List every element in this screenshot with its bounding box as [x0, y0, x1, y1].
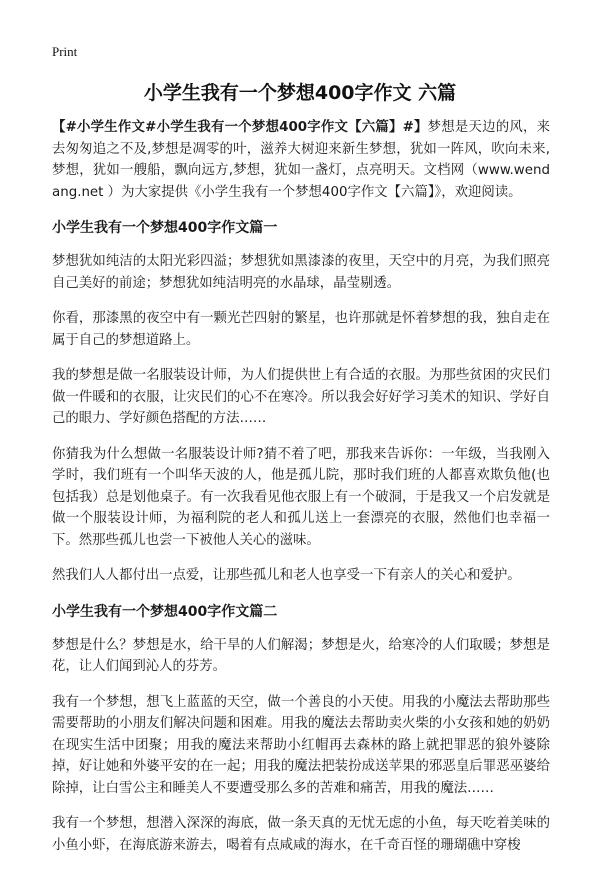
intro-paragraph: [52, 117, 550, 203]
print-link[interactable]: Print: [52, 44, 78, 59]
paragraph: 我的梦想是做一名服装设计师，为人们提供世上有合适的衣服。为那些贫困的灾民们做一件暖和的衣服，让灾民们的心不在寒冷。所以我会好好学习美术的知识、学好自己的眼力、学好颜色搭配的方法……: [52, 368, 550, 426]
paragraph: 然我们人人都付出一点爱，让那些孤儿和老人也享受一下有亲人的关心和爱护。: [52, 568, 521, 583]
page-title: 小学生我有一个梦想400字作文 六篇: [143, 82, 457, 104]
paragraph: 你猜我为什么想做一名服装设计师?猜不着了吧，那我来告诉你：一年级，当我刚入学时，我们班有一个叫华天波的人，他是孤儿院，那时我们班的人都喜欢欺负他(也包括我）总是划他桌子。有一次我看见他衣服上有一个破洞，于是我又一个启发就是做一个服装设计师，为福利院的老人和孤儿送上一套漂亮的衣服，然他们也幸福一下。然那些孤儿也尝一下被他人关心的滋味。: [52, 446, 550, 548]
paragraph: 我有一个梦想，想飞上蓝蓝的天空，做一个善良的小天使。用我的小魔法去帮助那些需要帮助的小朋友们解决问题和困难。用我的魔法去帮助卖火柴的小女孩和她的奶奶在现实生活中团聚；用我的魔法来帮助小红帽再去森林的路上就把罪恶的狼外婆除掉，好让她和外婆平安的在一起；用我的魔法把装扮成送苹果的邪恶皇后罪恶巫婆给除掉，让白雪公主和睡美人不要遭受那么多的苦难和痛苦，用我的魔法……: [52, 694, 550, 796]
paragraph: 梦想是什么？梦想是水，给干旱的人们解渴；梦想是火，给寒冷的人们取暖；梦想是花，让人们闻到沁人的芬芳。: [52, 637, 550, 674]
paragraph: 梦想犹如纯洁的太阳光彩四溢；梦想犹如黑漆漆的夜里，天空中的月亮，为我们照亮自己美好的前途；梦想犹如纯洁明亮的水晶球，晶莹剔透。: [52, 254, 550, 291]
section-heading-2: 小学生我有一个梦想400字作文篇二: [52, 603, 278, 620]
intro-tag: 【#小学生作文#小学生我有一个梦想400字作文【六篇】#】: [52, 120, 428, 135]
article-body: [52, 117, 550, 870]
section-heading-1: 小学生我有一个梦想400字作文篇一: [52, 220, 278, 236]
paragraph: 你看，那漆黑的夜空中有一颗光芒四射的繁星，也许那就是怀着梦想的我，独自走在属于自己的梦想道路上。: [52, 311, 550, 348]
intro-text: 梦想是天边的风，来去匆匆追之不及,梦想是凋零的叶，滋养大树迎来新生梦想，犹如一阵风，吹向未来,梦想，犹如一艘船，飘向远方,梦想，犹如一盏灯，点亮明天。文档网（www.wendang.net ）为大家提供《小学生我有一个梦想400字作文【六篇】》，欢迎阅读。: [52, 120, 550, 200]
paragraph: 我有一个梦想，想潜入深深的海底，做一条天真的无忧无虑的小鱼，每天吃着美味的小鱼小虾，在海底游来游去，喝着有点咸咸的海水，在千奇百怪的珊瑚礁中穿梭: [52, 816, 550, 853]
